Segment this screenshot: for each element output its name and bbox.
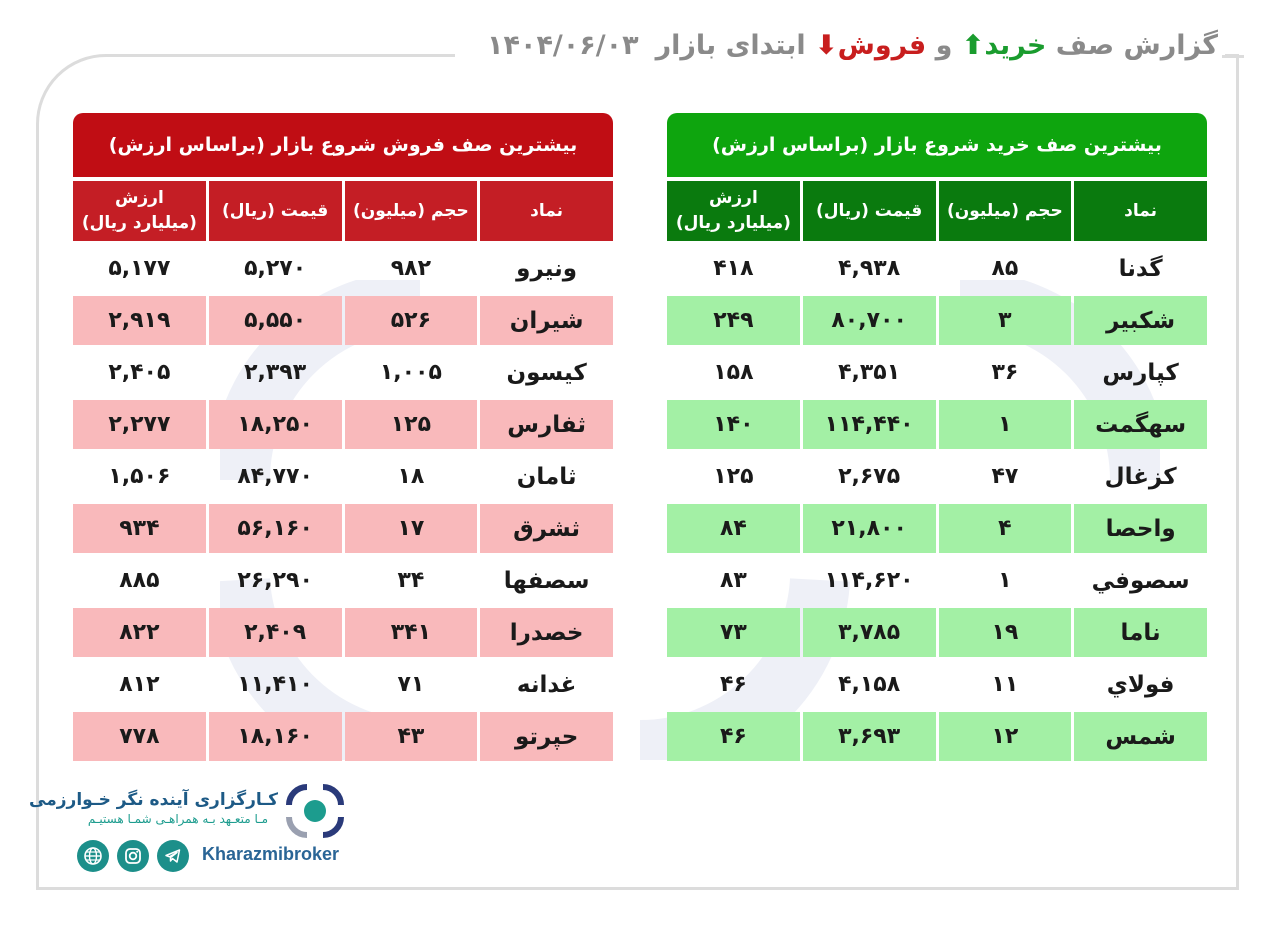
sell-rows [73, 244, 613, 761]
col-symbol: نماد [1074, 181, 1207, 241]
col-value-label: ارزش (میلیارد ریال) [81, 188, 197, 233]
cell-volume: ۱۱ [991, 672, 1019, 697]
instagram-icon[interactable] [117, 840, 149, 872]
table-row [667, 296, 1207, 345]
cell-value: ۱۴۰ [667, 400, 800, 449]
col-value [73, 181, 206, 241]
cell-volume: ۷۱ [397, 672, 425, 697]
cell-value: ۸۴ [667, 504, 800, 553]
table-row [667, 712, 1207, 761]
col-volume: حجم (میلیون) [939, 181, 1072, 241]
cell-price: ۱۱۴,۴۴۰ [803, 400, 936, 449]
cell-price: ۸۴,۷۷۰ [237, 464, 313, 489]
cell-price: ۳,۷۸۵ [803, 608, 936, 657]
cell-price: ۲,۳۹۳ [244, 360, 307, 385]
cell-price: ۵,۵۵۰ [209, 296, 342, 345]
cell-volume: ۵۲۶ [345, 296, 478, 345]
table-row [667, 608, 1207, 657]
table-row [667, 348, 1207, 397]
brand-text [29, 790, 278, 826]
cell-value: ۸۲۲ [73, 608, 206, 657]
frame-dash [1222, 55, 1244, 58]
cell-price: ۲,۴۰۹ [209, 608, 342, 657]
table-row [667, 504, 1207, 553]
cell-symbol: فولاي [1106, 671, 1175, 698]
social-links [77, 840, 189, 872]
table-row [73, 556, 613, 605]
title-connector: و [935, 30, 953, 61]
cell-symbol: غدانه [516, 671, 577, 698]
sell-panel-title: بیشترین صف فروش شروع بازار (براساس ارزش) [73, 113, 613, 177]
table-row [73, 348, 613, 397]
cell-symbol: شیران [480, 296, 613, 345]
col-value-label: ارزش (میلیارد ریال) [675, 188, 791, 233]
buy-queue-table [664, 178, 1210, 764]
cell-value: ۸۸۵ [119, 568, 160, 593]
cell-volume: ۱,۰۰۵ [379, 360, 442, 385]
table-header-row [667, 181, 1207, 241]
table-row [73, 296, 613, 345]
cell-value: ۴۱۸ [713, 256, 754, 281]
cell-price: ۴,۱۵۸ [838, 672, 901, 697]
cell-symbol: سصوفي [1091, 567, 1190, 594]
cell-volume: ۱۷ [345, 504, 478, 553]
cell-price: ۴,۳۵۱ [838, 360, 901, 385]
cell-volume: ۳ [939, 296, 1072, 345]
cell-symbol: سهگمت [1074, 400, 1207, 449]
report-title [656, 30, 1218, 61]
buy-panel-title: بیشترین صف خرید شروع بازار (براساس ارزش) [667, 113, 1207, 177]
cell-price: ۲۱,۸۰۰ [803, 504, 936, 553]
cell-price: ۵۶,۱۶۰ [209, 504, 342, 553]
col-volume: حجم (میلیون) [345, 181, 478, 241]
cell-volume: ۹۸۲ [390, 256, 432, 281]
cell-value: ۲,۲۷۷ [73, 400, 206, 449]
title-sell-word: فروش [837, 30, 927, 61]
cell-price: ۲,۶۷۵ [838, 464, 901, 489]
sell-queue-panel [73, 113, 613, 764]
cell-symbol: حپرتو [480, 712, 613, 761]
table-row [667, 660, 1207, 709]
col-price: قیمت (ریال) [209, 181, 342, 241]
title-buy-word: خرید [984, 30, 1047, 61]
cell-volume: ۳۶ [991, 360, 1019, 385]
cell-value: ۱,۵۰۶ [108, 464, 171, 489]
cell-symbol: ثشرق [480, 504, 613, 553]
cell-volume: ۱۲۵ [345, 400, 478, 449]
cell-volume: ۱۲ [939, 712, 1072, 761]
cell-symbol: واحصا [1074, 504, 1207, 553]
table-row [73, 712, 613, 761]
buy-queue-panel [667, 113, 1207, 764]
cell-volume: ۴۳ [345, 712, 478, 761]
cell-value: ۷۷۸ [73, 712, 206, 761]
cell-price: ۵,۲۷۰ [244, 256, 307, 281]
table-row [667, 556, 1207, 605]
cell-symbol: کزغال [1104, 463, 1177, 490]
arrow-up-icon: ⬆ [961, 30, 985, 61]
cell-price: ۱۱,۴۱۰ [237, 672, 313, 697]
table-row [667, 400, 1207, 449]
col-value [667, 181, 800, 241]
table-row [73, 400, 613, 449]
cell-volume: ۱۹ [939, 608, 1072, 657]
table-row [73, 452, 613, 501]
table-row [73, 660, 613, 709]
telegram-icon[interactable] [157, 840, 189, 872]
arrow-down-icon: ⬇ [815, 30, 838, 61]
cell-symbol: سصفها [503, 567, 590, 594]
col-price: قیمت (ریال) [803, 181, 936, 241]
cell-symbol: گدنا [1118, 255, 1163, 282]
cell-price: ۱۸,۱۶۰ [209, 712, 342, 761]
title-prefix: گزارش صف [1055, 30, 1218, 61]
web-icon[interactable] [77, 840, 109, 872]
cell-symbol: کپارس [1102, 359, 1179, 386]
buy-rows [667, 244, 1207, 761]
cell-symbol: شمس [1074, 712, 1207, 761]
table-row [667, 244, 1207, 293]
cell-price: ۲۶,۲۹۰ [237, 568, 313, 593]
cell-symbol: ثفارس [480, 400, 613, 449]
table-row [667, 452, 1207, 501]
cell-value: ۵,۱۷۷ [108, 256, 171, 281]
cell-value: ۲,۴۰۵ [108, 360, 171, 385]
col-symbol: نماد [480, 181, 613, 241]
cell-volume: ۸۵ [991, 256, 1019, 281]
cell-value: ۱۲۵ [713, 464, 754, 489]
title-suffix: ابتدای بازار [655, 30, 806, 61]
cell-value: ۷۳ [667, 608, 800, 657]
cell-value: ۲,۹۱۹ [73, 296, 206, 345]
table-row [73, 504, 613, 553]
table-row [73, 244, 613, 293]
brand-name: کـارگزاری آینده نگر خـوارزمی [29, 790, 278, 810]
cell-value: ۹۳۴ [73, 504, 206, 553]
cell-price: ۱۸,۲۵۰ [209, 400, 342, 449]
brand-slogan: مـا متعـهد بـه همراهـی شمـا هستیـم [87, 812, 269, 826]
cell-price: ۸۰,۷۰۰ [803, 296, 936, 345]
cell-volume: ۱۸ [397, 464, 425, 489]
cell-symbol: ثامان [516, 463, 577, 490]
cell-value: ۸۳ [719, 568, 747, 593]
cell-value: ۱۵۸ [713, 360, 754, 385]
cell-value: ۴۶ [719, 672, 747, 697]
cell-value: ۴۶ [667, 712, 800, 761]
cell-volume: ۱ [939, 400, 1072, 449]
cell-price: ۳,۶۹۳ [803, 712, 936, 761]
cell-price: ۱۱۴,۶۲۰ [824, 568, 914, 593]
cell-volume: ۴۷ [991, 464, 1019, 489]
table-header-row [73, 181, 613, 241]
cell-symbol: ونیرو [516, 255, 578, 282]
cell-volume: ۴ [939, 504, 1072, 553]
cell-volume: ۳۴۱ [345, 608, 478, 657]
brand-logo-icon [285, 783, 345, 839]
sell-queue-table [70, 178, 616, 764]
cell-symbol: شکبیر [1074, 296, 1207, 345]
cell-symbol: خصدرا [480, 608, 613, 657]
cell-volume: ۱ [998, 568, 1012, 593]
brand-site[interactable]: Kharazmibroker [202, 844, 340, 864]
cell-symbol: کیسون [506, 359, 587, 386]
cell-symbol: ناما [1074, 608, 1207, 657]
cell-volume: ۳۴ [397, 568, 425, 593]
table-row [73, 608, 613, 657]
report-date: ۱۴۰۴/۰۶/۰۳ [487, 30, 639, 61]
cell-price: ۴,۹۳۸ [838, 256, 901, 281]
cell-value: ۲۴۹ [667, 296, 800, 345]
cell-value: ۸۱۲ [119, 672, 160, 697]
